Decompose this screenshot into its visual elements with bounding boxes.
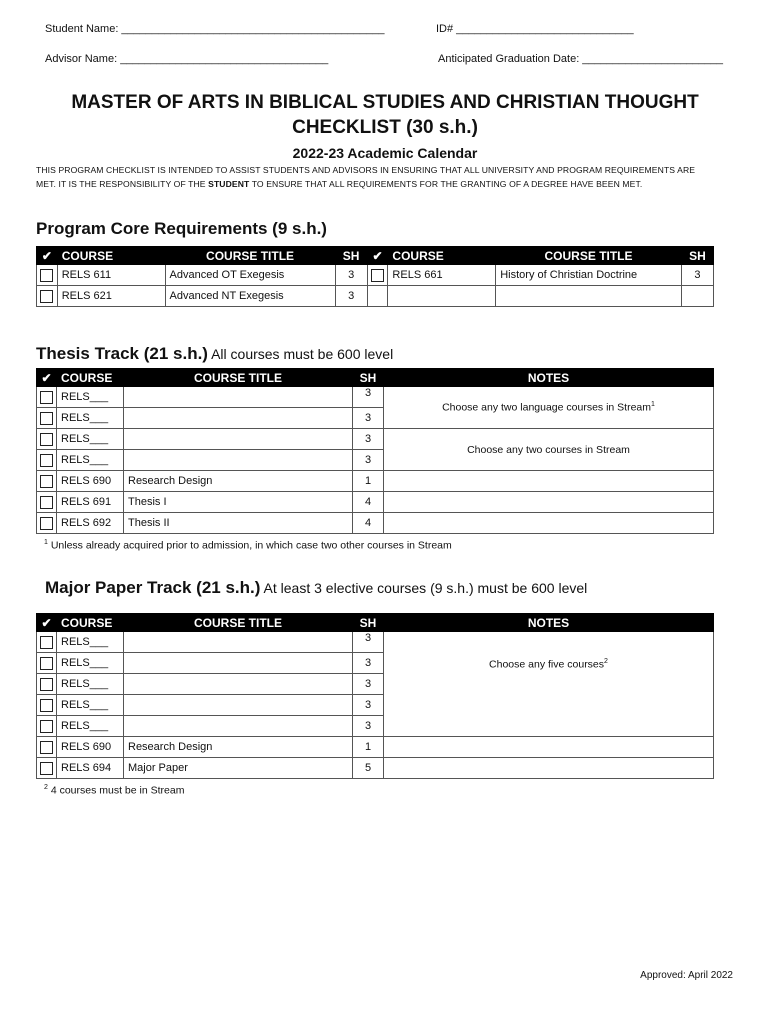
- major-section-title: Major Paper Track (21 s.h.) At least 3 elective courses (9 s.h.) must be 600 level: [45, 578, 588, 597]
- course-code: RELS 694: [57, 758, 124, 779]
- course-title[interactable]: [124, 429, 353, 450]
- course-header: COURSE: [57, 247, 165, 265]
- course-code[interactable]: RELS___: [57, 450, 124, 471]
- empty-cell: [367, 286, 388, 307]
- course-title[interactable]: [124, 695, 353, 716]
- course-code[interactable]: RELS___: [57, 387, 124, 408]
- course-sh: 3: [335, 286, 367, 307]
- academic-calendar: 2022-23 Academic Calendar: [292, 145, 478, 161]
- course-title: Major Paper: [124, 758, 353, 779]
- language-note: Choose any two language courses in Stream$^1$: [384, 387, 714, 429]
- sh-header: SH: [335, 247, 367, 265]
- page-title: MASTER OF ARTS IN BIBLICAL STUDIES AND CHRISTIAN THOUGHT: [71, 92, 699, 113]
- course-sh: 3: [353, 450, 384, 471]
- course-sh: 3: [335, 265, 367, 286]
- checkbox[interactable]: [40, 433, 53, 446]
- course-header: COURSE: [57, 614, 124, 632]
- course-title-header: COURSE TITLE: [165, 247, 335, 265]
- course-code: RELS 661: [388, 265, 496, 286]
- empty-cell: [496, 286, 682, 307]
- empty-note: [384, 737, 714, 758]
- course-sh: 3: [353, 632, 384, 653]
- checkbox[interactable]: [40, 496, 53, 509]
- table-row: [37, 265, 714, 286]
- page-title-line2: CHECKLIST (30 s.h.): [292, 117, 478, 138]
- check-header: ✔: [37, 369, 57, 387]
- empty-note: [384, 492, 714, 513]
- course-sh: 4: [353, 513, 384, 534]
- course-title[interactable]: [124, 450, 353, 471]
- table-row: [37, 387, 714, 408]
- checkbox[interactable]: [40, 762, 53, 775]
- elective-note: Choose any five courses$^2$: [384, 632, 714, 737]
- checkbox[interactable]: [40, 699, 53, 712]
- course-title: Advanced NT Exegesis: [165, 286, 335, 307]
- sh-header: SH: [353, 369, 384, 387]
- graduation-date-field[interactable]: Anticipated Graduation Date: _______________________: [438, 53, 724, 65]
- course-code[interactable]: RELS___: [57, 632, 124, 653]
- course-code: RELS 691: [57, 492, 124, 513]
- course-sh: 3: [353, 387, 384, 408]
- course-code[interactable]: RELS___: [57, 716, 124, 737]
- course-sh: 3: [353, 653, 384, 674]
- course-sh: 1: [353, 471, 384, 492]
- course-title: Research Design: [124, 471, 353, 492]
- check-header: ✔: [37, 614, 57, 632]
- table-row: [37, 513, 714, 534]
- course-title-header: COURSE TITLE: [124, 369, 353, 387]
- course-sh: 3: [353, 674, 384, 695]
- thesis-table: [36, 368, 714, 534]
- approved-date: Approved: April 2022: [640, 970, 733, 981]
- major-footnote: $^2$ 4 courses must be in Stream: [44, 784, 185, 797]
- course-title[interactable]: [124, 632, 353, 653]
- notes-header: NOTES: [384, 369, 714, 387]
- empty-note: [384, 513, 714, 534]
- course-title: Advanced OT Exegesis: [165, 265, 335, 286]
- sh-header: SH: [353, 614, 384, 632]
- empty-cell: [388, 286, 496, 307]
- checkbox[interactable]: [40, 720, 53, 733]
- course-title[interactable]: [124, 387, 353, 408]
- notes-header: NOTES: [384, 614, 714, 632]
- course-code: RELS 621: [57, 286, 165, 307]
- table-row: [37, 286, 714, 307]
- table-row: [37, 471, 714, 492]
- course-code: RELS 690: [57, 471, 124, 492]
- intro-line-1: THIS PROGRAM CHECKLIST IS INTENDED TO ASSIST STUDENTS AND ADVISORS IN ENSURING THAT ALL UNIVERSITY AND PROGRAM REQUIREMENTS ARE: [36, 165, 696, 175]
- course-sh: 3: [353, 695, 384, 716]
- course-header: COURSE: [388, 247, 496, 265]
- table-row: [37, 632, 714, 653]
- checkbox[interactable]: [40, 657, 53, 670]
- course-title[interactable]: [124, 674, 353, 695]
- checkbox[interactable]: [40, 517, 53, 530]
- stream-note: Choose any two courses in Stream: [384, 429, 714, 471]
- course-code[interactable]: RELS___: [57, 674, 124, 695]
- intro-line-2: MET. IT IS THE RESPONSIBILITY OF THE STUDENT TO ENSURE THAT ALL REQUIREMENTS FOR THE GRANTING OF A DEGREE HAVE BEEN MET.: [36, 179, 643, 189]
- course-code: RELS 692: [57, 513, 124, 534]
- core-section-title: Program Core Requirements (9 s.h.): [36, 219, 327, 238]
- course-code: RELS 611: [57, 265, 165, 286]
- thesis-footnote: $^1$ Unless already acquired prior to admission, in which case two other courses in Stream: [44, 539, 452, 552]
- course-title-header: COURSE TITLE: [496, 247, 682, 265]
- checkbox[interactable]: [40, 678, 53, 691]
- course-title: History of Christian Doctrine: [496, 265, 682, 286]
- course-title: Thesis II: [124, 513, 353, 534]
- checkbox[interactable]: [40, 269, 53, 282]
- table-row: [37, 758, 714, 779]
- course-title[interactable]: [124, 653, 353, 674]
- course-title: Research Design: [124, 737, 353, 758]
- sh-header: SH: [681, 247, 713, 265]
- course-code[interactable]: RELS___: [57, 695, 124, 716]
- course-sh: 1: [353, 737, 384, 758]
- course-sh: 5: [353, 758, 384, 779]
- checkbox[interactable]: [40, 636, 53, 649]
- course-title[interactable]: [124, 408, 353, 429]
- checkbox[interactable]: [40, 475, 53, 488]
- course-code[interactable]: RELS___: [57, 429, 124, 450]
- table-row: [37, 492, 714, 513]
- student-name-field[interactable]: Student Name: ___________________________________________: [45, 23, 385, 35]
- intro-text: [36, 163, 736, 191]
- checkbox[interactable]: [40, 741, 53, 754]
- check-header: ✔: [37, 247, 58, 265]
- course-title[interactable]: [124, 716, 353, 737]
- thesis-section-title: Thesis Track (21 s.h.) All courses must be 600 level: [36, 344, 394, 363]
- course-sh: 3: [681, 265, 713, 286]
- course-sh: 3: [353, 408, 384, 429]
- course-title: Thesis I: [124, 492, 353, 513]
- course-code[interactable]: RELS___: [57, 653, 124, 674]
- core-table: [36, 246, 714, 307]
- checkbox[interactable]: [40, 412, 53, 425]
- advisor-name-field[interactable]: Advisor Name: __________________________________: [45, 53, 329, 65]
- table-row: [37, 737, 714, 758]
- course-sh: 3: [353, 429, 384, 450]
- checkbox[interactable]: [40, 454, 53, 467]
- course-code[interactable]: RELS___: [57, 408, 124, 429]
- course-code: RELS 690: [57, 737, 124, 758]
- checkbox[interactable]: [40, 290, 53, 303]
- checkbox[interactable]: [40, 391, 53, 404]
- course-sh: 3: [353, 716, 384, 737]
- course-title-header: COURSE TITLE: [124, 614, 353, 632]
- empty-cell: [681, 286, 713, 307]
- course-sh: 4: [353, 492, 384, 513]
- table-row: [37, 429, 714, 450]
- course-header: COURSE: [57, 369, 124, 387]
- checkbox[interactable]: [371, 269, 384, 282]
- id-field[interactable]: ID# _____________________________: [436, 23, 634, 35]
- check-header: ✔: [367, 247, 388, 265]
- empty-note: [384, 471, 714, 492]
- major-table: [36, 613, 714, 779]
- empty-note: [384, 758, 714, 779]
